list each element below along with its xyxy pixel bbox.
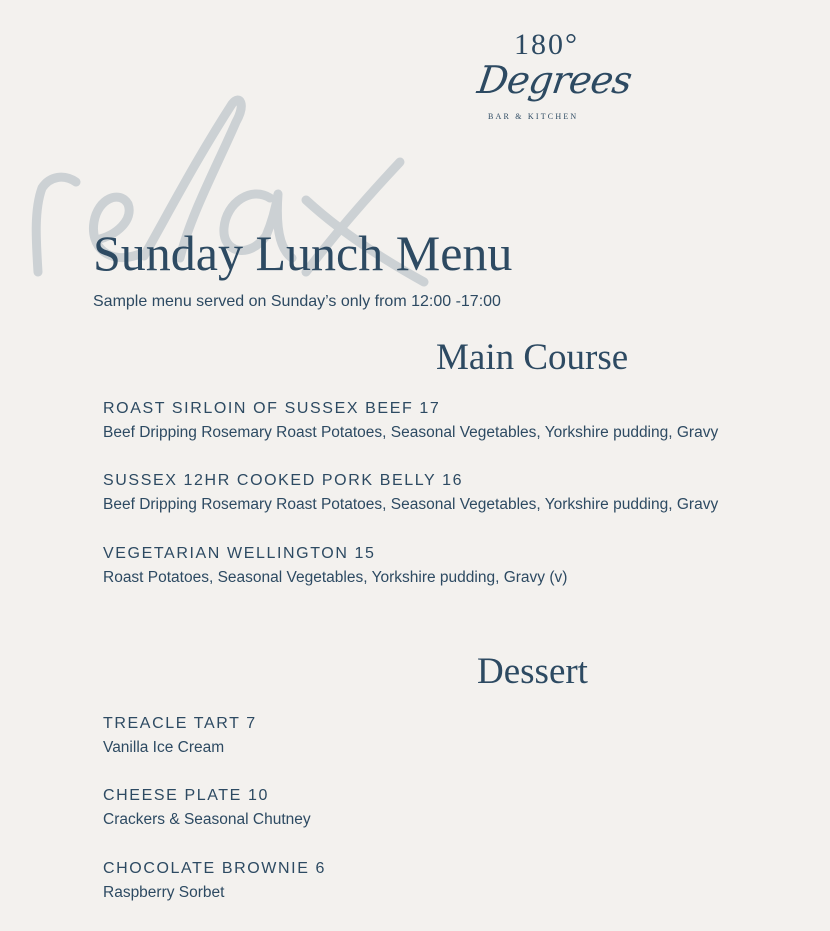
menu-item-name: TREACLE TART 7 — [103, 715, 257, 732]
menu-item-name: SUSSEX 12HR COOKED PORK BELLY 16 — [103, 472, 464, 489]
menu-item — [103, 543, 567, 589]
logo — [470, 28, 635, 128]
menu-item-name: CHEESE PLATE 10 — [103, 787, 269, 804]
menu-item — [103, 470, 718, 516]
logo-script: Degrees — [474, 58, 635, 102]
menu-item-description: Beef Dripping Rosemary Roast Potatoes, Seasonal Vegetables, Yorkshire pudding, Gravy — [103, 496, 719, 513]
menu-item-description: Beef Dripping Rosemary Roast Potatoes, Seasonal Vegetables, Yorkshire pudding, Gravy — [103, 424, 719, 441]
page-title: Sunday Lunch Menu — [93, 225, 513, 281]
menu-item-description: Roast Potatoes, Seasonal Vegetables, Yorkshire pudding, Gravy (v) — [103, 569, 568, 586]
menu-item-name: VEGETARIAN WELLINGTON 15 — [103, 545, 376, 562]
menu-item-description: Crackers & Seasonal Chutney — [103, 811, 311, 828]
logo-subtitle: BAR & KITCHEN — [488, 112, 579, 121]
logo-number: 180° — [514, 28, 579, 61]
menu-item — [103, 785, 311, 831]
menu-item-description: Raspberry Sorbet — [103, 884, 225, 901]
menu-item — [103, 398, 718, 444]
page-subtitle: Sample menu served on Sunday’s only from 12:00 -17:00 — [93, 293, 501, 310]
menu-item-name: ROAST SIRLOIN OF SUSSEX BEEF 17 — [103, 400, 441, 417]
menu-item — [103, 858, 326, 904]
menu-item-description: Vanilla Ice Cream — [103, 739, 225, 756]
menu-item-name: CHOCOLATE BROWNIE 6 — [103, 860, 327, 877]
menu-item — [103, 713, 257, 759]
dessert-heading: Dessert — [477, 651, 588, 692]
main-course-heading: Main Course — [436, 337, 629, 378]
